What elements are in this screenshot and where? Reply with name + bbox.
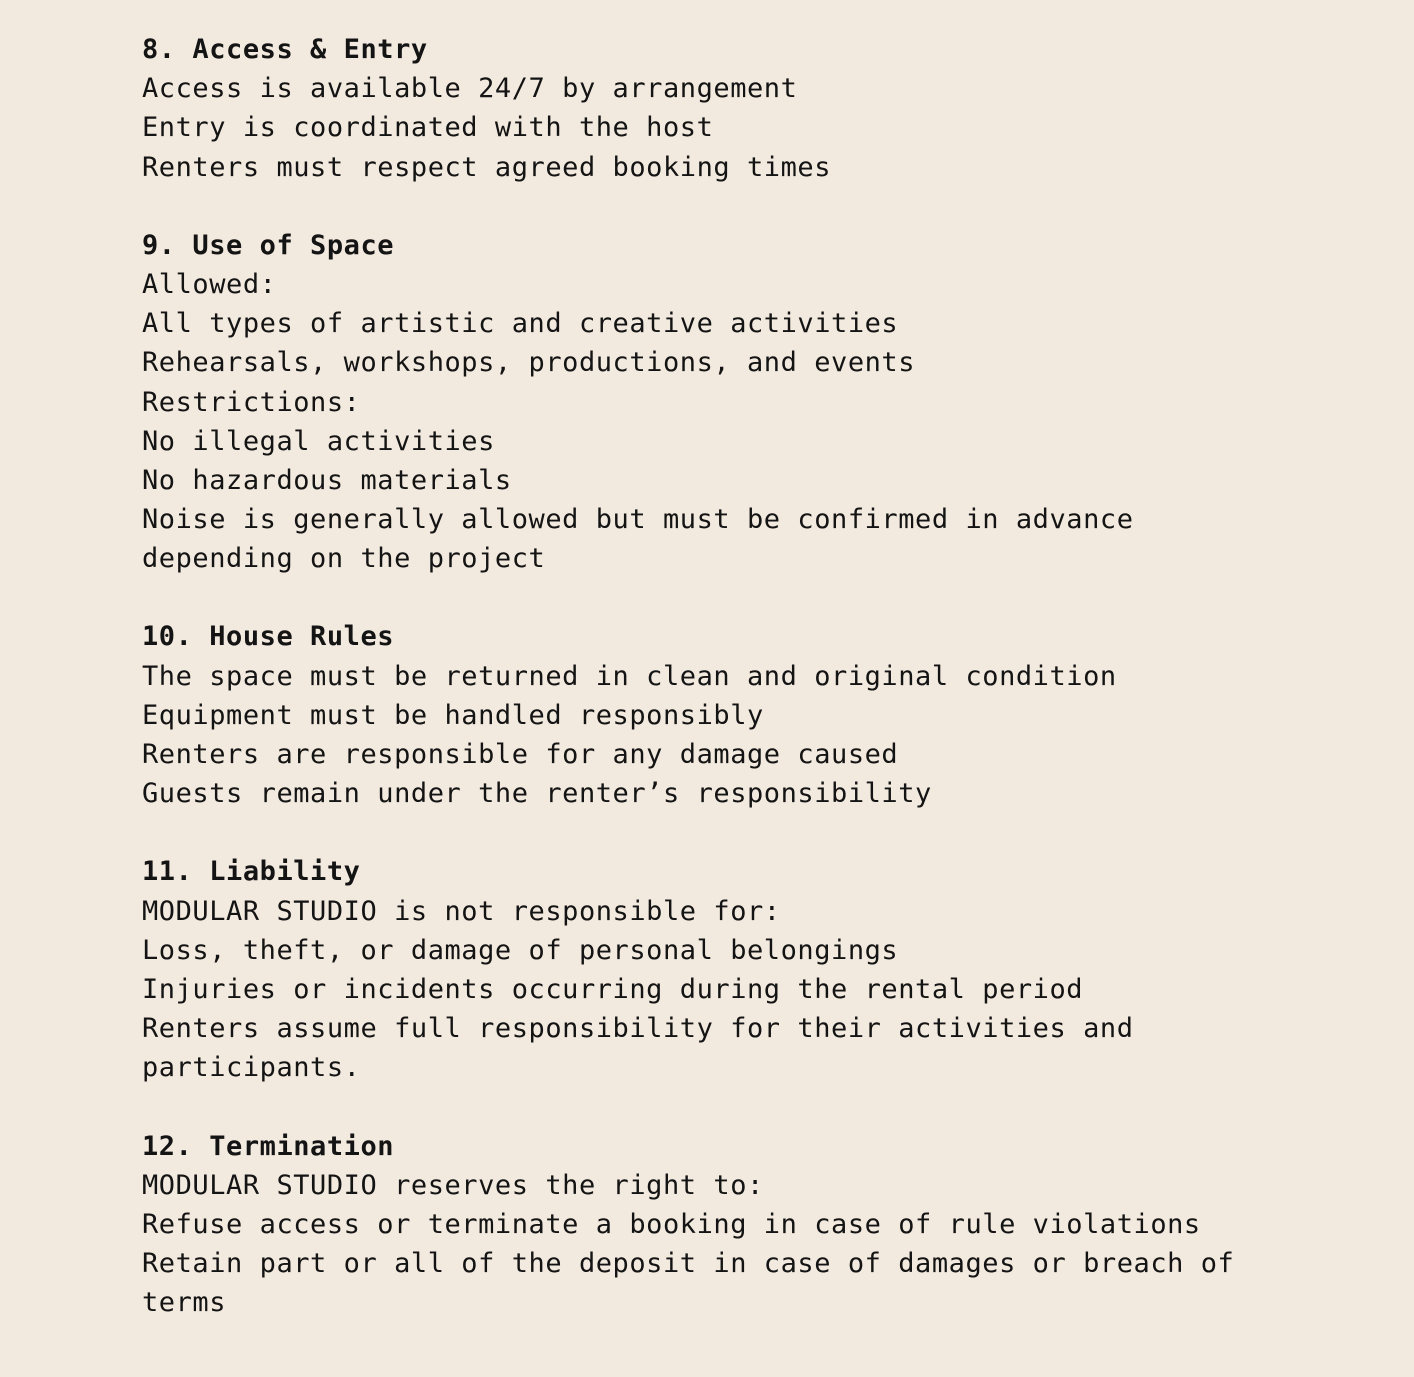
section-liability xyxy=(142,852,1342,1087)
section-heading: 12. Termination xyxy=(142,1130,395,1162)
section-line: Renters assume full responsibility for their activities and xyxy=(142,1013,1134,1045)
section-line: Renters are responsible for any damage caused xyxy=(142,739,899,770)
section-line: Refuse access or terminate a booking in case of rule violations xyxy=(142,1208,1201,1240)
section-heading: 8. Access & Entry xyxy=(142,34,428,65)
section-heading: 11. Liability xyxy=(142,856,361,888)
section-line: participants. xyxy=(142,1052,361,1084)
section-line: The space must be returned in clean and original condition xyxy=(142,660,1117,692)
section-line: No illegal activities xyxy=(142,425,495,457)
section-heading: 10. House Rules xyxy=(142,621,395,653)
section-line: Guests remain under the renter’s responsibility xyxy=(142,778,932,810)
section-line: Retain part or all of the deposit in case of damages or breach of xyxy=(142,1248,1235,1280)
section-line: All types of artistic and creative activities xyxy=(142,308,899,340)
section-line: Equipment must be handled responsibly xyxy=(142,699,764,731)
section-line: Rehearsals, workshops, productions, and events xyxy=(142,347,916,379)
section-line: Injuries or incidents occurring during the rental period xyxy=(142,973,1084,1005)
section-use-of-space xyxy=(142,226,1342,579)
section-line: Loss, theft, or damage of personal belongings xyxy=(142,934,899,966)
section-access-entry xyxy=(142,30,1342,187)
section-line: MODULAR STUDIO is not responsible for: xyxy=(142,895,781,927)
terms-document xyxy=(142,30,1342,1361)
section-line: Restrictions: xyxy=(142,386,361,418)
section-line: Allowed: xyxy=(142,268,277,300)
section-line: No hazardous materials xyxy=(142,464,512,496)
section-line: Entry is coordinated with the host xyxy=(142,112,714,144)
section-heading: 9. Use of Space xyxy=(142,229,395,261)
section-line: Renters must respect agreed booking times xyxy=(142,151,832,183)
section-house-rules xyxy=(142,617,1342,813)
section-termination xyxy=(142,1127,1342,1323)
section-line: terms xyxy=(142,1287,227,1319)
section-line: depending on the project xyxy=(142,543,546,575)
section-line: Noise is generally allowed but must be confirmed in advance xyxy=(142,504,1134,536)
section-line: Access is available 24/7 by arrangement xyxy=(142,73,798,105)
section-line: MODULAR STUDIO reserves the right to: xyxy=(142,1169,764,1201)
